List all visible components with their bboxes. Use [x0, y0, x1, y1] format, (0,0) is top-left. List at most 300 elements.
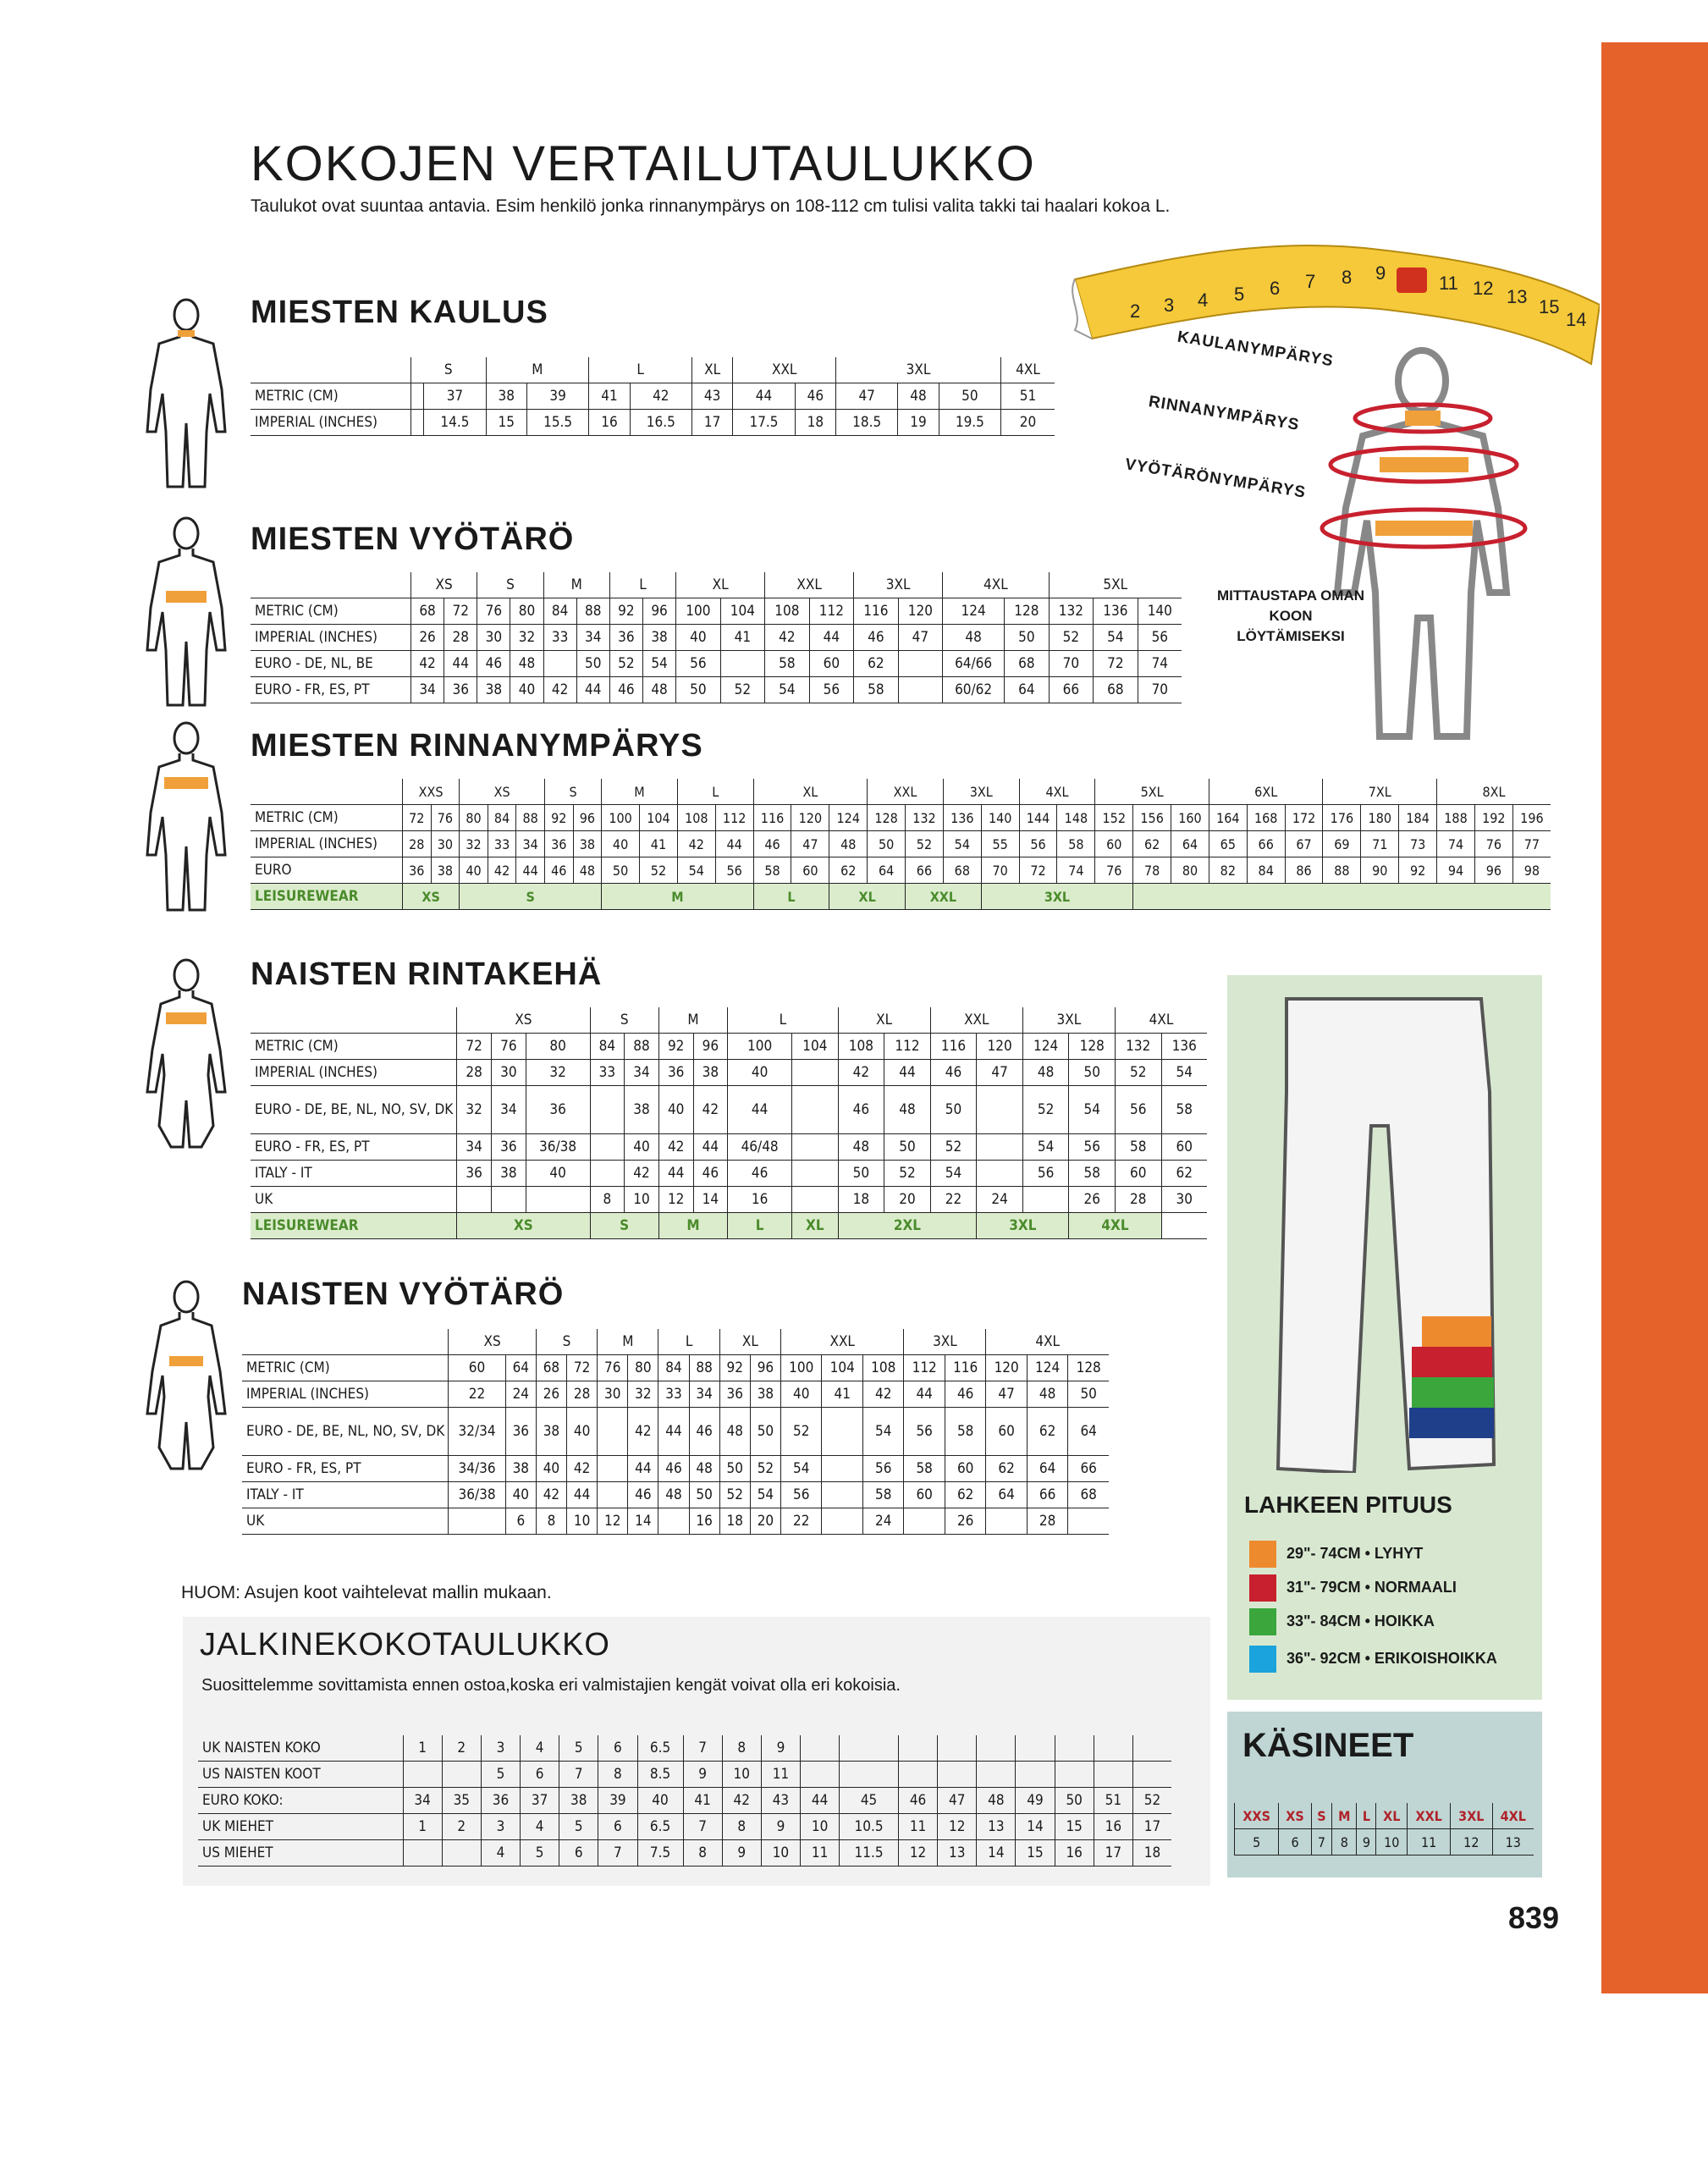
row-label: UK NAISTEN KOKO: [198, 1735, 403, 1762]
cell: 7.5: [637, 1840, 683, 1866]
cell: 30: [1161, 1187, 1207, 1213]
cell: 41: [720, 625, 765, 651]
cell: 86: [1285, 857, 1323, 884]
cell: 42: [630, 383, 691, 410]
cell: 34: [576, 625, 609, 651]
cell: [658, 1508, 689, 1535]
cell: 56: [862, 1456, 903, 1482]
row-label: METRIC (CM): [251, 598, 411, 625]
cell: 52: [719, 1482, 750, 1508]
cell: 42: [862, 1381, 903, 1408]
cell: 40: [781, 1381, 822, 1408]
cell: 36: [492, 1134, 526, 1161]
cell: 15: [1055, 1814, 1094, 1840]
cell: 132: [906, 805, 944, 831]
row-label: IMPERIAL (INCHES): [251, 625, 411, 651]
row-label: IMPERIAL (INCHES): [251, 831, 403, 857]
cell: 46: [795, 383, 835, 410]
cell: 54: [1094, 625, 1138, 651]
waist-label: VYÖTÄRÖNYMPÄRYS: [1123, 455, 1308, 502]
cell: 62: [1161, 1161, 1207, 1187]
cell: 54: [862, 1408, 903, 1456]
cell: 13: [938, 1840, 977, 1866]
cell: [792, 1187, 839, 1213]
row-label: IMPERIAL (INCHES): [251, 1060, 457, 1086]
cell: 92: [658, 1034, 693, 1060]
glove-value: 7: [1311, 1829, 1331, 1855]
cell: 38: [573, 831, 602, 857]
tape-number: 13: [1507, 286, 1528, 307]
cell: 46: [898, 1788, 937, 1814]
cell: 76: [1474, 831, 1512, 857]
cell: 50: [719, 1456, 750, 1482]
figure-collar: [144, 296, 229, 491]
cell: [598, 1408, 628, 1456]
cell: [938, 1762, 977, 1788]
cell: 40: [460, 857, 488, 884]
cell: 112: [715, 805, 753, 831]
cell: 12: [938, 1814, 977, 1840]
cell: 19.5: [939, 410, 1000, 436]
cell: 17: [1132, 1814, 1171, 1840]
cell: 52: [906, 831, 944, 857]
cell: 80: [510, 598, 543, 625]
cell: 100: [676, 598, 721, 625]
cell: [977, 1762, 1016, 1788]
row-label: UK: [251, 1187, 457, 1213]
tape-number: 2: [1130, 301, 1141, 322]
cell: 67: [1285, 831, 1323, 857]
cell: 37: [521, 1788, 559, 1814]
cell: 144: [1019, 805, 1057, 831]
cell: 54: [781, 1456, 822, 1482]
cell: [977, 1161, 1023, 1187]
table-row: [198, 1735, 1171, 1762]
cell: 56: [1022, 1161, 1069, 1187]
cell: 76: [477, 598, 510, 625]
shoe-size-table: [198, 1735, 1171, 1866]
cell: 108: [677, 805, 715, 831]
cell: 28: [567, 1381, 598, 1408]
cell: 10.5: [840, 1814, 899, 1840]
glove-value: 13: [1492, 1829, 1534, 1855]
cell: 28: [444, 625, 477, 651]
cell: 16: [589, 410, 630, 436]
cell: 30: [477, 625, 510, 651]
cell: 60: [1161, 1134, 1207, 1161]
cell: [1068, 1508, 1109, 1535]
cell: 30: [598, 1381, 628, 1408]
cell: 120: [898, 598, 943, 625]
cell: 58: [945, 1408, 985, 1456]
cell: 35: [442, 1788, 481, 1814]
cell: 64: [868, 857, 906, 884]
cell: 52: [884, 1161, 931, 1187]
cell: 66: [906, 857, 944, 884]
figure-men-chest: [144, 720, 229, 914]
cell: 38: [431, 857, 460, 884]
cell: 16.5: [630, 410, 691, 436]
cell: 42: [567, 1456, 598, 1482]
cell: 52: [640, 857, 678, 884]
table-row: [242, 1381, 1109, 1408]
cell: 48: [838, 1134, 884, 1161]
row-label: EURO - DE, BE, NL, NO, SV, DK: [251, 1086, 457, 1134]
cell: 124: [829, 805, 868, 831]
glove-value: 8: [1332, 1829, 1357, 1855]
cell: 82: [1209, 857, 1247, 884]
cell: 24: [977, 1187, 1023, 1213]
shoe-subtitle: Suosittelemme sovittamista ennen ostoa,koska eri valmistajien kengät voivat olla eri kokoisia.: [201, 1676, 901, 1695]
cell: [442, 1762, 481, 1788]
cell: 68: [1068, 1482, 1109, 1508]
cell: 132: [1049, 598, 1094, 625]
row-label: US MIEHET: [198, 1840, 403, 1866]
cell: 80: [1171, 857, 1209, 884]
cell: 44: [733, 383, 795, 410]
cell: 60: [904, 1482, 945, 1508]
figure-women-chest: [144, 957, 229, 1151]
cell: 50: [868, 831, 906, 857]
cell: 38: [625, 1086, 659, 1134]
cell: 88: [689, 1355, 719, 1381]
men-chest-title: MIESTEN RINNANYMPÄRYS: [251, 728, 703, 764]
table-row: [251, 1161, 1207, 1187]
cell: 56: [781, 1482, 822, 1508]
cell: 48: [884, 1086, 931, 1134]
cell: 58: [854, 677, 899, 703]
tape-number: 5: [1234, 284, 1245, 305]
cell: 41: [589, 383, 630, 410]
men-collar-title: MIESTEN KAULUS: [251, 295, 548, 330]
cell: 46: [477, 651, 510, 677]
cell: 47: [986, 1381, 1027, 1408]
cell: 56: [676, 651, 721, 677]
women-waist-table: XS S M L XL XXL 3XL 4XL METRIC (CM) 60 64 68 72 76 80 84 88 92 96 100 104 108 112 116 120 124 128 IMPERIAL (INCHES) 22 24 26 28 30 32 33 34 36 38 40 41 42 44 46 47 48 50 EURO - DE, BE, NL, NO, SV, DK 32/34 36 38 40 42 44 46 48 50 52 54 56 58 60 62 64 EURO - FR, ES, PT 34/36 38 40 42 44 46 48 50 52 54 56 58 60 62 64 66 ITALY - IT 36/38 40 42 44 46 48 50 52 54 56 58 60 62 64 66 68 UK 6 8 10 12 14 16 18 20 22 24 26 28: [242, 1329, 1109, 1535]
cell: [1132, 1762, 1171, 1788]
cell: 54: [1022, 1134, 1069, 1161]
cell: 46: [753, 831, 791, 857]
cell: 136: [1094, 598, 1138, 625]
cell: 50: [1068, 1381, 1109, 1408]
cell: 44: [516, 857, 545, 884]
cell: [457, 1187, 492, 1213]
cell: [840, 1735, 899, 1762]
cell: 15: [486, 410, 526, 436]
cell: 47: [836, 383, 898, 410]
cell: 48: [1027, 1381, 1067, 1408]
size-note: HUOM: Asujen koot vaihtelevat mallin mukaan.: [181, 1583, 552, 1602]
cell: 36: [457, 1161, 492, 1187]
row-label: IMPERIAL (INCHES): [251, 410, 411, 436]
cell: 11: [898, 1814, 937, 1840]
cell: 184: [1399, 805, 1437, 831]
cell: 22: [449, 1381, 505, 1408]
cell: [1094, 1735, 1132, 1762]
cell: [1016, 1762, 1055, 1788]
cell: 46/48: [728, 1134, 792, 1161]
tape-number: 11: [1439, 273, 1458, 294]
cell: [411, 410, 424, 436]
chest-label: RINNANYMPÄRYS: [1147, 393, 1301, 434]
cell: 17.5: [733, 410, 795, 436]
row-label: UK: [242, 1508, 449, 1535]
cell: 54: [943, 831, 981, 857]
table-row: [251, 805, 1551, 831]
cell: 68: [1005, 651, 1050, 677]
cell: 34: [625, 1060, 659, 1086]
cell: 34: [411, 677, 444, 703]
cell: [1022, 1187, 1069, 1213]
cell: 152: [1095, 805, 1133, 831]
cell: 54: [750, 1482, 780, 1508]
table-row: [251, 1034, 1207, 1060]
row-label: EURO KOKO:: [198, 1788, 403, 1814]
cell: 7: [598, 1840, 637, 1866]
row-label: EURO - DE, BE, NL, NO, SV, DK: [242, 1408, 449, 1456]
cell: 15.5: [527, 410, 589, 436]
cell: 116: [945, 1355, 985, 1381]
cell: 58: [862, 1482, 903, 1508]
cell: 70: [981, 857, 1019, 884]
cell: 50: [676, 677, 721, 703]
cell: 104: [822, 1355, 862, 1381]
cell: [822, 1456, 862, 1482]
cell: [1094, 1762, 1132, 1788]
glove-size: XS: [1279, 1803, 1311, 1829]
cell: 19: [898, 410, 939, 436]
cell: 18: [719, 1508, 750, 1535]
table-row: [198, 1762, 1171, 1788]
cell: 72: [457, 1034, 492, 1060]
tape-number: 14: [1566, 309, 1587, 330]
cell: 47: [898, 625, 943, 651]
cell: 124: [1022, 1034, 1069, 1060]
cell: 80: [628, 1355, 658, 1381]
table-row: [198, 1788, 1171, 1814]
table-row: [251, 625, 1182, 651]
cell: 42: [625, 1161, 659, 1187]
cell: 2: [442, 1735, 481, 1762]
cell: 92: [719, 1355, 750, 1381]
cell: 96: [1474, 857, 1512, 884]
leg-length-title: LAHKEEN PITUUS: [1244, 1492, 1452, 1518]
cell: 40: [505, 1482, 536, 1508]
trousers-icon: [1270, 990, 1515, 1473]
cell: 36: [403, 857, 432, 884]
cell: 54: [930, 1161, 977, 1187]
row-label: METRIC (CM): [251, 805, 403, 831]
cell: 38: [642, 625, 675, 651]
cell: [898, 1735, 937, 1762]
cell: 52: [609, 651, 642, 677]
cell: 8: [590, 1187, 625, 1213]
cell: 47: [791, 831, 829, 857]
cell: 43: [761, 1788, 800, 1814]
cell: 38: [559, 1788, 598, 1814]
cell: 40: [658, 1086, 693, 1134]
cell: 36/38: [449, 1482, 505, 1508]
table-row: [251, 383, 1055, 410]
cell: 24: [505, 1381, 536, 1408]
cell: 42: [536, 1482, 566, 1508]
cell: 70: [1138, 677, 1182, 703]
table-row: [242, 1456, 1109, 1482]
cell: 188: [1437, 805, 1475, 831]
cell: 24: [862, 1508, 903, 1535]
cell: 2: [442, 1814, 481, 1840]
cell: 42: [411, 651, 444, 677]
cell: 42: [677, 831, 715, 857]
cell: 71: [1361, 831, 1399, 857]
cell: 62: [829, 857, 868, 884]
cell: [1132, 1735, 1171, 1762]
cell: 22: [930, 1187, 977, 1213]
cell: 32: [457, 1086, 492, 1134]
cell: 64: [505, 1355, 536, 1381]
cell: 46: [945, 1381, 985, 1408]
table-row: [1235, 1803, 1534, 1829]
cell: 20: [1001, 410, 1055, 436]
row-label: UK MIEHET: [198, 1814, 403, 1840]
cell: 50: [750, 1408, 780, 1456]
cell: 56: [904, 1408, 945, 1456]
women-waist-title: NAISTEN VYÖTÄRÖ: [242, 1276, 565, 1312]
cell: 72: [444, 598, 477, 625]
cell: 48: [898, 383, 939, 410]
cell: 14: [628, 1508, 658, 1535]
cell: 41: [822, 1381, 862, 1408]
cell: 80: [526, 1034, 590, 1060]
cell: 6: [598, 1814, 637, 1840]
cell: 76: [431, 805, 460, 831]
cell: 37: [424, 383, 486, 410]
cell: 8: [598, 1762, 637, 1788]
glove-size: S: [1311, 1803, 1331, 1829]
cell: 28: [1115, 1187, 1161, 1213]
cell: [801, 1762, 840, 1788]
cell: 13: [977, 1814, 1016, 1840]
cell: 7: [683, 1814, 722, 1840]
cell: 18.5: [836, 410, 898, 436]
cell: 44: [693, 1134, 728, 1161]
cell: 36: [719, 1381, 750, 1408]
legend-normal: 31"- 79CM • NORMAALI: [1249, 1574, 1457, 1602]
cell: 140: [1138, 598, 1182, 625]
cell: 40: [728, 1060, 792, 1086]
tape-number: 7: [1305, 271, 1316, 292]
cell: 34: [516, 831, 545, 857]
cell: 56: [809, 677, 854, 703]
women-chest-title: NAISTEN RINTAKEHÄ: [251, 957, 603, 992]
cell: 38: [486, 383, 526, 410]
cell: 46: [838, 1086, 884, 1134]
cell: [403, 1762, 442, 1788]
cell: 48: [689, 1456, 719, 1482]
cell: 40: [526, 1161, 590, 1187]
tape-highlight: [1397, 267, 1427, 293]
cell: 68: [943, 857, 981, 884]
glove-size: 4XL: [1492, 1803, 1534, 1829]
cell: 74: [1138, 651, 1182, 677]
cell: 34/36: [449, 1456, 505, 1482]
cell: 52: [1049, 625, 1094, 651]
cell: 10: [761, 1840, 800, 1866]
cell: [1055, 1762, 1094, 1788]
cell: 62: [1133, 831, 1171, 857]
cell: 10: [801, 1814, 840, 1840]
cell: 52: [750, 1456, 780, 1482]
cell: 64: [1027, 1456, 1067, 1482]
cell: 6: [505, 1508, 536, 1535]
cell: 6.5: [637, 1735, 683, 1762]
row-label: ITALY - IT: [251, 1161, 457, 1187]
table-row: [1235, 1829, 1534, 1855]
cell: 12: [658, 1187, 693, 1213]
cell: 56: [1019, 831, 1057, 857]
cell: [1055, 1735, 1094, 1762]
cell: 94: [1437, 857, 1475, 884]
cell: 156: [1133, 805, 1171, 831]
cell: 136: [1161, 1034, 1207, 1060]
cell: [977, 1735, 1016, 1762]
cell: 20: [884, 1187, 931, 1213]
tape-number: 12: [1473, 278, 1494, 299]
cell: 8: [683, 1840, 722, 1866]
cell: [840, 1762, 899, 1788]
cell: 76: [598, 1355, 628, 1381]
cell: 46: [854, 625, 899, 651]
men-waist-title: MIESTEN VYÖTÄRÖ: [251, 521, 575, 557]
cell: 16: [689, 1508, 719, 1535]
cell: 5: [559, 1735, 598, 1762]
glove-value: 12: [1451, 1829, 1492, 1855]
cell: [449, 1508, 505, 1535]
glove-value: 10: [1376, 1829, 1408, 1855]
cell: 62: [986, 1456, 1027, 1482]
cell: 76: [492, 1034, 526, 1060]
cell: 56: [1115, 1086, 1161, 1134]
cell: 84: [658, 1355, 689, 1381]
cell: 116: [854, 598, 899, 625]
glove-value: 5: [1235, 1829, 1279, 1855]
row-label: ITALY - IT: [242, 1482, 449, 1508]
cell: 14.5: [424, 410, 486, 436]
cell: 15: [1016, 1840, 1055, 1866]
cell: 26: [1069, 1187, 1116, 1213]
leisurewear-row: LEISUREWEAR XS S M L XL 2XL 3XL 4XL: [251, 1213, 1207, 1239]
cell: 9: [761, 1735, 800, 1762]
row-label: EURO - DE, NL, BE: [251, 651, 411, 677]
cell: 48: [943, 625, 1005, 651]
cell: 3: [481, 1735, 520, 1762]
cell: 6: [598, 1735, 637, 1762]
cell: 3: [481, 1814, 520, 1840]
cell: 8: [536, 1508, 566, 1535]
cell: 52: [720, 677, 765, 703]
cell: 104: [640, 805, 678, 831]
cell: 5: [521, 1840, 559, 1866]
cell: 50: [1069, 1060, 1116, 1086]
cell: 66: [1049, 677, 1094, 703]
cell: 46: [728, 1161, 792, 1187]
cell: 6.5: [637, 1814, 683, 1840]
cell: 46: [544, 857, 573, 884]
cell: 72: [1019, 857, 1057, 884]
cell: 124: [943, 598, 1005, 625]
table-row: [251, 1134, 1207, 1161]
row-label: METRIC (CM): [242, 1355, 449, 1381]
